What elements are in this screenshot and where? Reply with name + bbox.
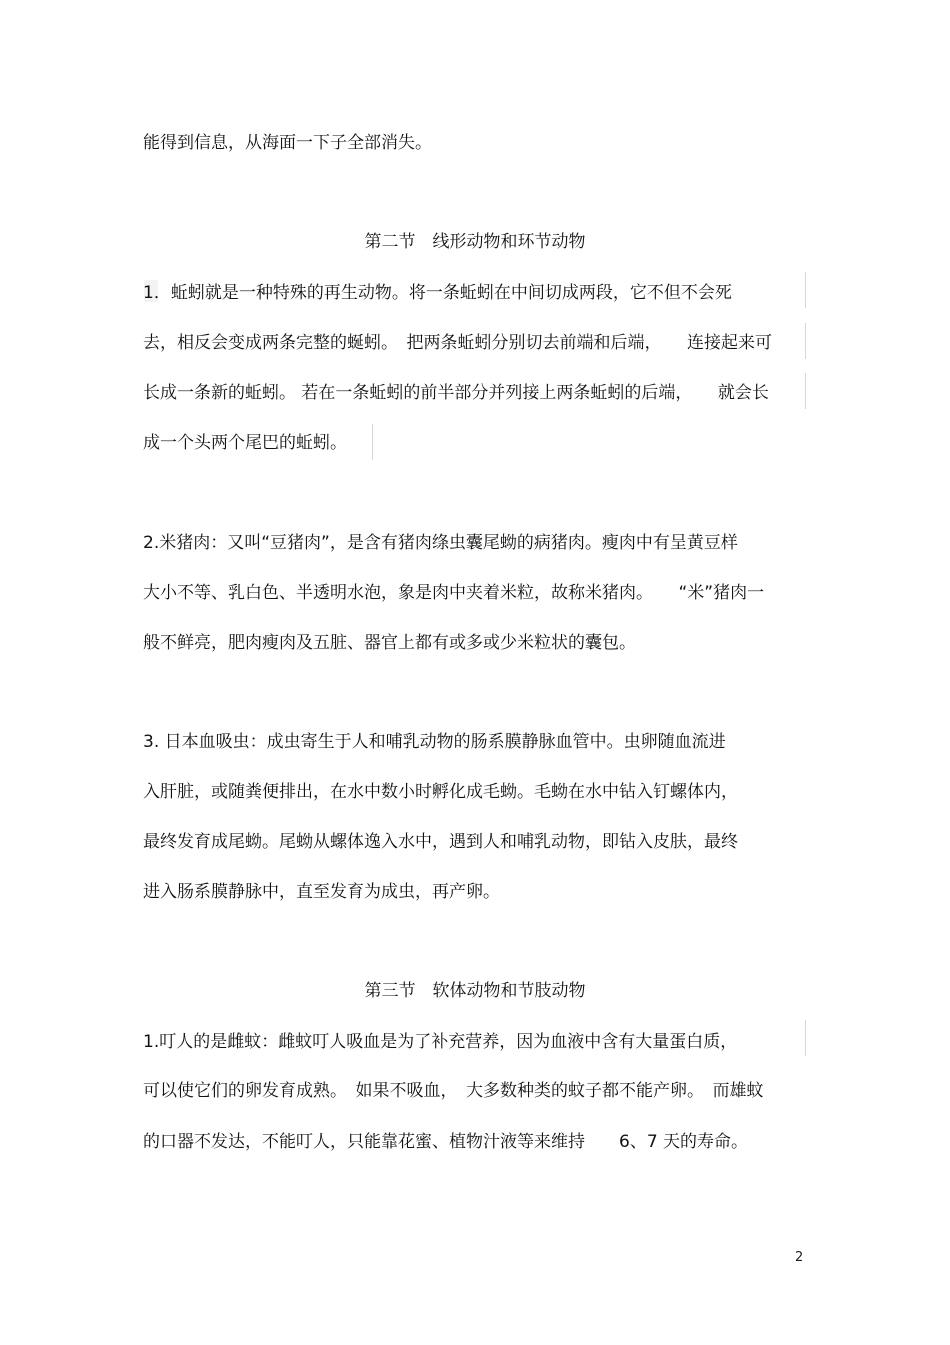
- s2-item2-line-1: 2.米猪肉：又叫“豆猪肉”，是含有猪肉绦虫囊尾蚴的病猪肉。瘦肉中有呈黄豆样: [143, 533, 738, 553]
- s2-item3-line-3: 最终发育成尾蚴。尾蚴从螺体逸入水中，遇到人和哺乳动物，即钻入皮肤，最终: [143, 832, 738, 852]
- section-2-title: 第二节 线形动物和环节动物: [364, 232, 586, 252]
- s3-item1-line-2: 可以使它们的卵发育成熟。 如果不吸血， 大多数种类的蚊子都不能产卵。 而雄蚊: [143, 1081, 764, 1101]
- scan-artifact: [372, 424, 373, 460]
- s3-item1-line-1: 1.叮人的是雌蚊：雌蚊叮人吸血是为了补充营养，因为血液中含有大量蛋白质，: [143, 1032, 738, 1052]
- section-3-title: 第三节 软体动物和节肢动物: [364, 981, 586, 1001]
- s2-item2-line-2: 大小不等、乳白色、半透明水泡，象是肉中夹着米粒，故称米猪肉。 “米”猪肉一: [143, 583, 765, 603]
- s2-item3-line-1: 3. 日本血吸虫：成虫寄生于人和哺乳动物的肠系膜静脉血管中。虫卵随血流进: [143, 732, 726, 752]
- scan-artifact: [805, 1020, 806, 1056]
- scan-artifact: [805, 272, 806, 308]
- scan-artifact: [805, 323, 806, 359]
- page-number: 2: [795, 1250, 804, 1265]
- s2-item3-line-2: 入肝脏，或随粪便排出，在水中数小时孵化成毛蚴。毛蚴在水中钻入钉螺体内，: [143, 782, 738, 802]
- intro-line-1: 能得到信息，从海面一下子全部消失。: [143, 133, 432, 153]
- s3-item1-line-3: 的口器不发达，不能叮人，只能靠花蜜、植物汁液等来维持 6、7 天的寿命。: [143, 1132, 749, 1152]
- scan-artifact: [805, 373, 806, 409]
- s2-item3-line-4: 进入肠系膜静脉中，直至发育为成虫，再产卵。: [143, 882, 500, 902]
- s2-item1-line-2: 去，相反会变成两条完整的蜒蚓。 把两条蚯蚓分别切去前端和后端， 连接起来可: [143, 333, 772, 353]
- s2-item1-line-4: 成一个头两个尾巴的蚯蚓。: [143, 433, 347, 453]
- s2-item1-line-1: 1．蚯蚓就是一种特殊的再生动物。将一条蚯蚓在中间切成两段，它不但不会死: [143, 283, 732, 303]
- s2-item2-line-3: 般不鲜亮，肥肉瘦肉及五脏、器官上都有或多或少米粒状的囊包。: [143, 633, 636, 653]
- s2-item1-line-3: 长成一条新的蚯蚓。 若在一条蚯蚓的前半部分并列接上两条蚯蚓的后端， 就会长: [143, 383, 769, 403]
